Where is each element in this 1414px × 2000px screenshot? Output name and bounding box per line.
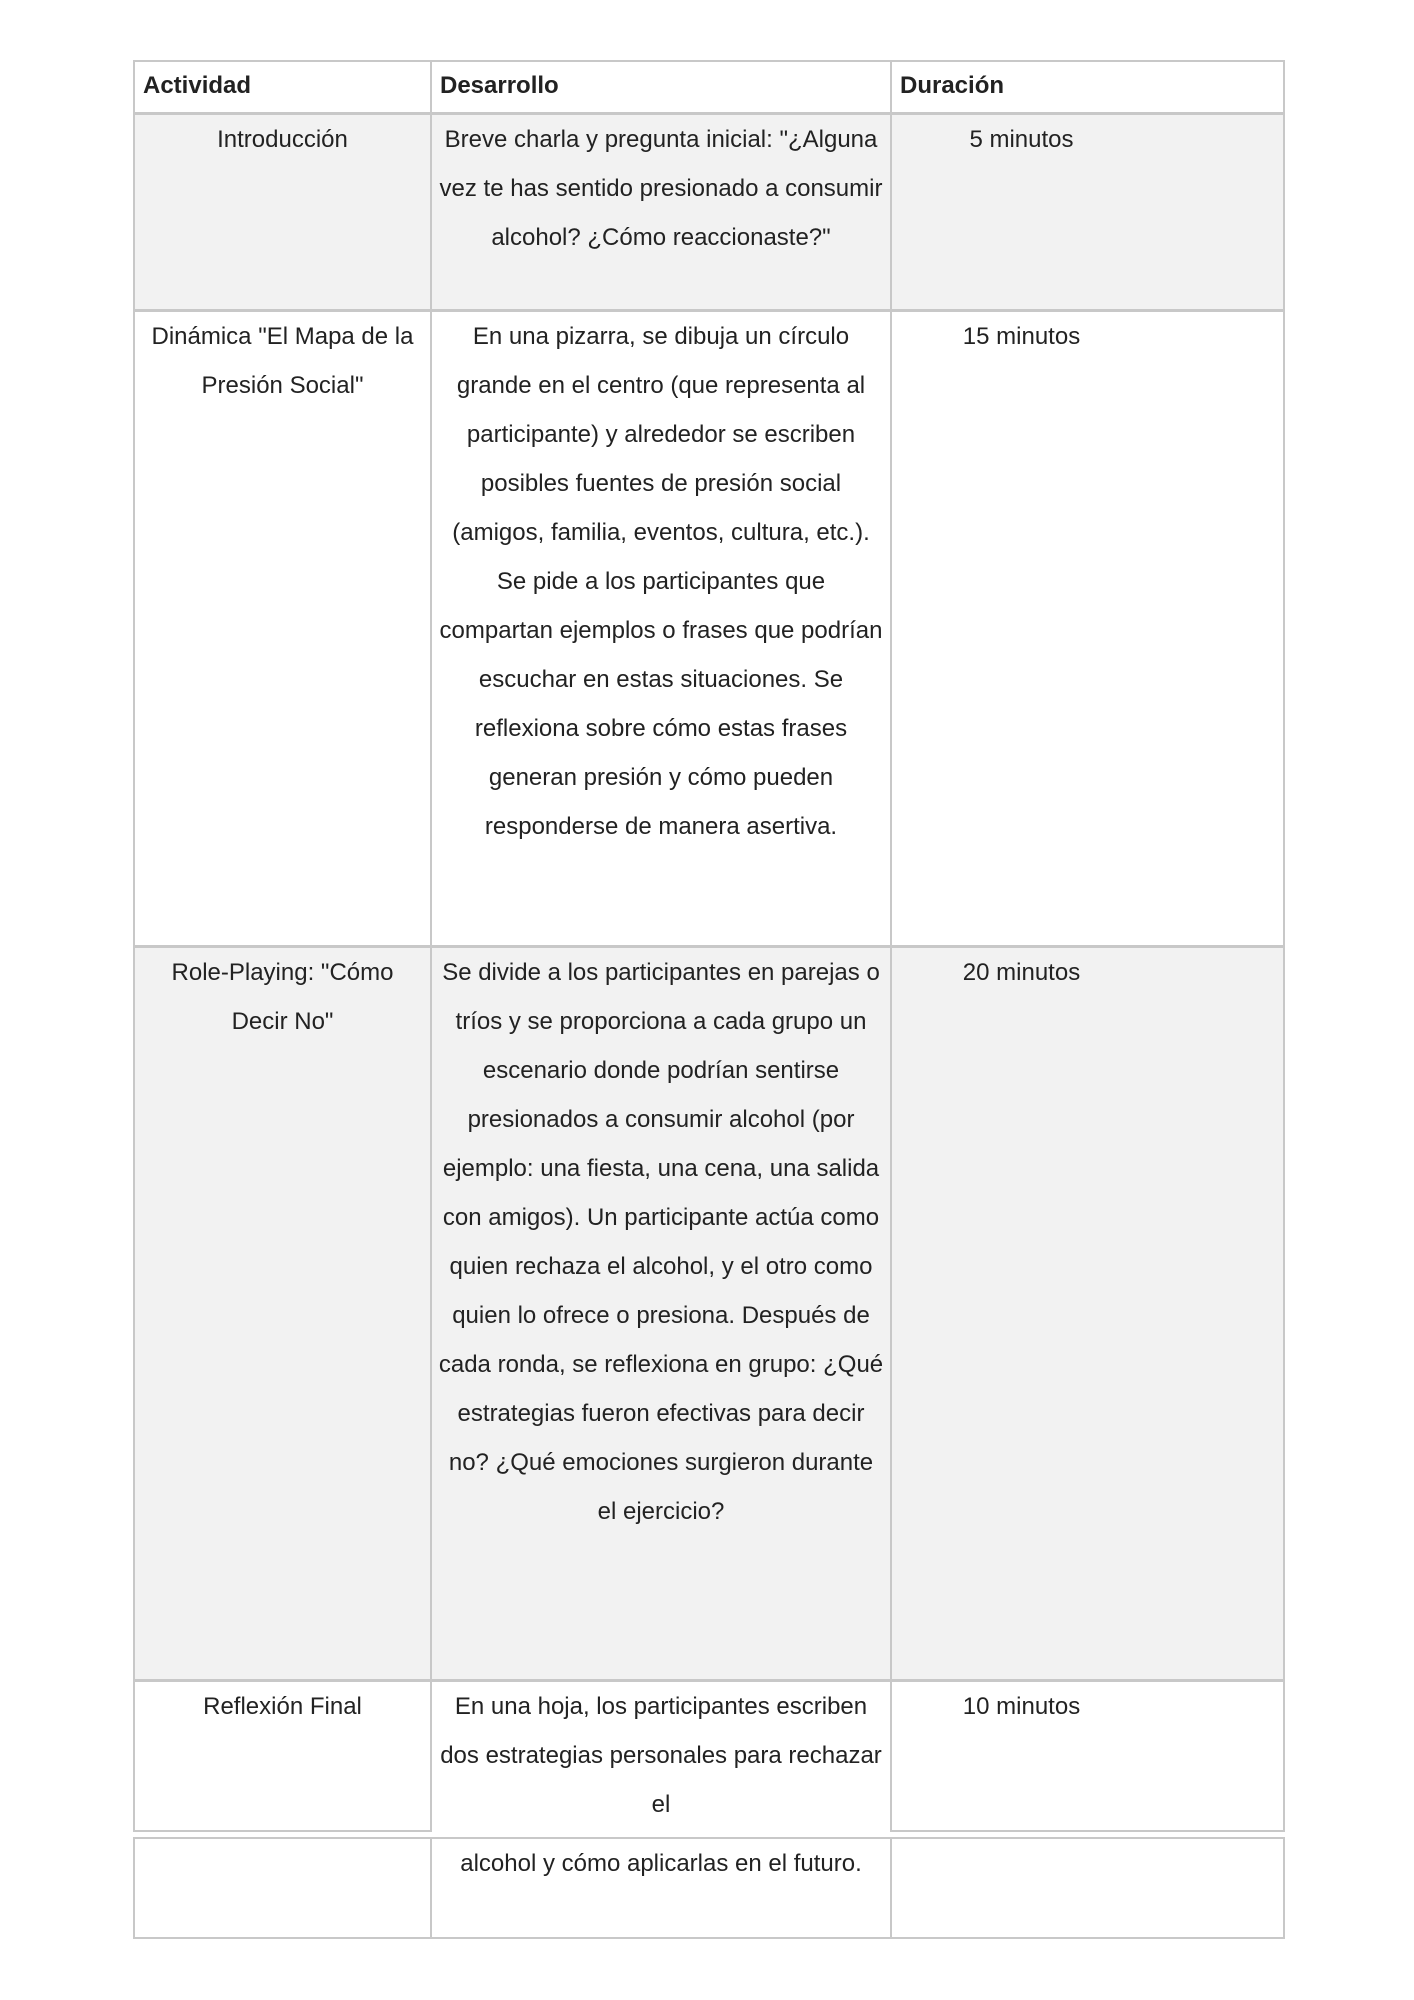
cell-desarrollo: Breve charla y pregunta inicial: "¿Alguna vez te has sentido presionado a consumir alcohol? ¿Cómo reaccionaste?" xyxy=(431,114,891,311)
header-duracion: Duración xyxy=(891,61,1284,114)
table-row xyxy=(134,114,1284,311)
cell-desarrollo: En una pizarra, se dibuja un círculo grande en el centro (que representa al participante) y alrededor se escriben posibles fuentes de presión social (amigos, familia, eventos, cultura, etc.). Se pide a los participantes que compartan ejemplos o frases que podrían escuchar en estas situaciones. Se reflexiona sobre cómo estas frases generan presión y cómo pueden responderse de manera asertiva. xyxy=(431,311,891,947)
table-row xyxy=(134,311,1284,947)
cell-desarrollo: Se divide a los participantes en parejas o tríos y se proporciona a cada grupo un escenario donde podrían sentirse presionados a consumir alcohol (por ejemplo: una fiesta, una cena, una salida con amigos). Un participante actúa como quien rechaza el alcohol, y el otro como quien lo ofrece o presiona. Después de cada ronda, se reflexiona en grupo: ¿Qué estrategias fueron efectivas para decir no? ¿Qué emociones surgieron durante el ejercicio? xyxy=(431,947,891,1681)
cell-actividad: Dinámica "El Mapa de la Presión Social" xyxy=(134,311,431,947)
cell-duracion: 20 minutos xyxy=(891,947,1284,1681)
cell-actividad: Introducción xyxy=(134,114,431,311)
header-desarrollo: Desarrollo xyxy=(431,61,891,114)
cell-duracion: 5 minutos xyxy=(891,114,1284,311)
cell-actividad: Role-Playing: "Cómo Decir No" xyxy=(134,947,431,1681)
table-row xyxy=(134,1681,1284,1831)
table-row xyxy=(134,947,1284,1681)
cell-duracion xyxy=(891,1838,1284,1938)
cell-duracion: 10 minutos xyxy=(891,1681,1284,1831)
cell-duracion: 15 minutos xyxy=(891,311,1284,947)
activity-table-continuation xyxy=(133,1837,1283,1939)
activity-table xyxy=(133,60,1283,1832)
cell-desarrollo: alcohol y cómo aplicarlas en el futuro. xyxy=(431,1838,891,1938)
table-header-row xyxy=(134,61,1284,114)
cell-actividad xyxy=(134,1838,431,1938)
table-row xyxy=(134,1838,1284,1938)
cell-desarrollo: En una hoja, los participantes escriben dos estrategias personales para rechazar el xyxy=(431,1681,891,1831)
cell-actividad: Reflexión Final xyxy=(134,1681,431,1831)
header-actividad: Actividad xyxy=(134,61,431,114)
